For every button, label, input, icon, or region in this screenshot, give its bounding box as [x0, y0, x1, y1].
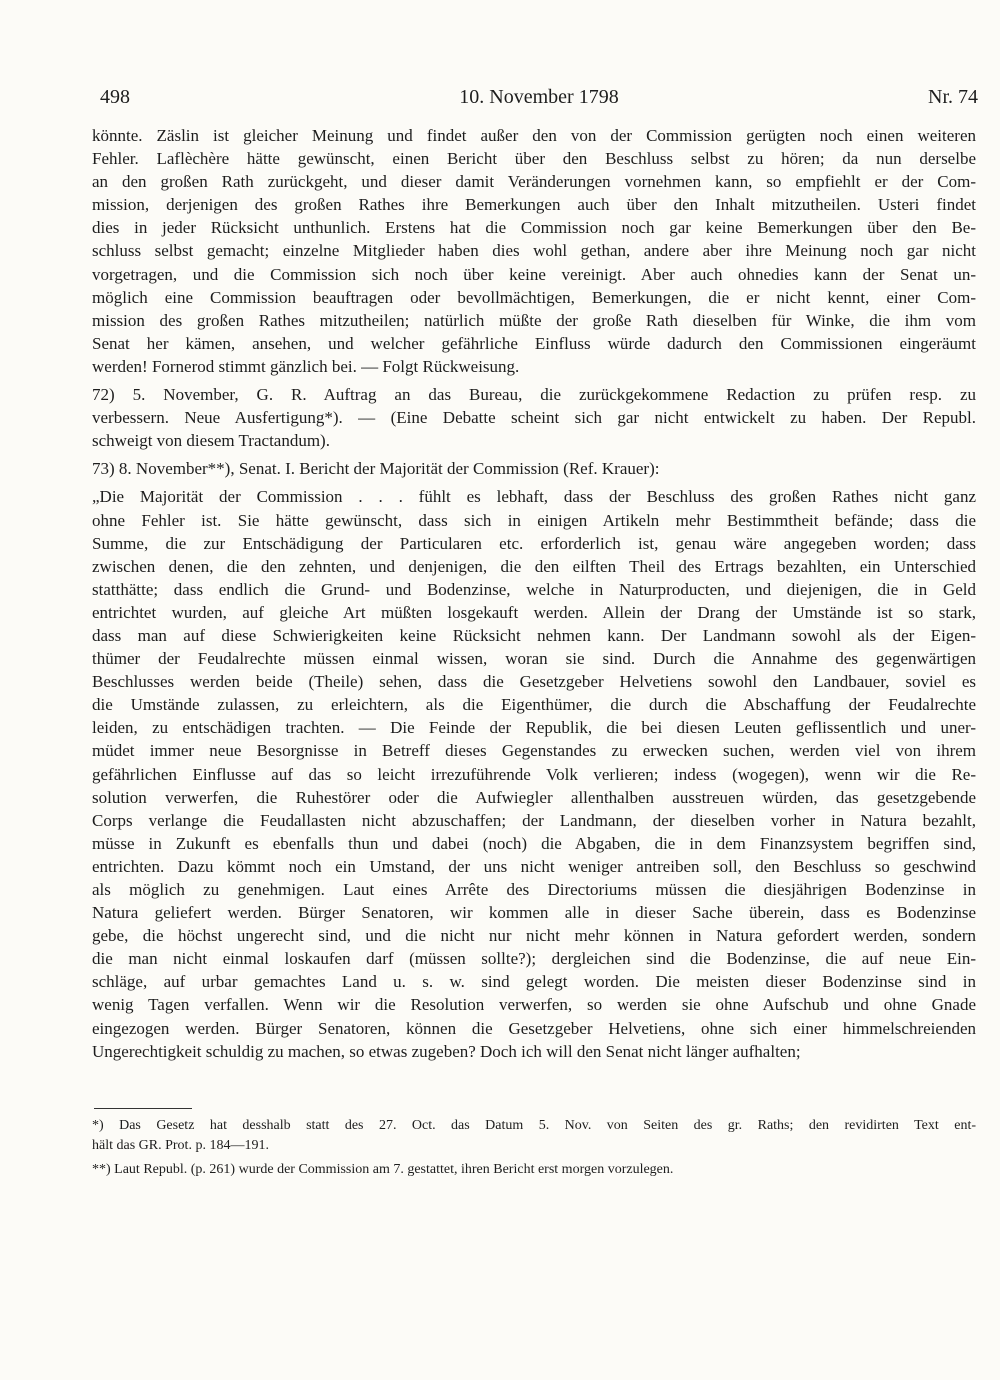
paragraph — [92, 124, 976, 378]
text-line: dass man auf diese Schwierigkeiten keine Rücksicht nehmen kann. Der Landmann sowohl als der Eigen- — [92, 625, 976, 645]
text-line: mission, derjenigen des großen Rathes ihre Bemerkungen auch über den Inhalt mitzutheilen. Usteri findet — [92, 195, 976, 215]
paragraph — [92, 485, 976, 1062]
text-line: eingezogen werden. Bürger Senatoren, können die Gesetzgeber Helvetiens, ohne sich einer himmelschreienden — [92, 1018, 976, 1038]
issue-number: Nr. 74 — [928, 86, 978, 108]
text-line: Beschlusses werden beide (Theile) sehen, dass die Gesetzgeber Helvetiens sowohl den Landbauer, soviel es — [92, 672, 976, 692]
text-line: Natura geliefert werden. Bürger Senatoren, wir kommen alle in dieser Sache überein, dass es Bodenzinse — [92, 903, 976, 923]
text-line: schluss selbst gemacht; einzelne Mitglieder haben dies wohl gethan, andere aber ihre Meinung noch gar nicht — [92, 241, 976, 261]
text-line: Corps verlange die Feudallasten nicht abzuschaffen; der Landmann, der dieselben vorher in Natura bezahlt, — [92, 810, 976, 830]
text-line: zwischen denen, die den zehnten, und denjenigen, die den eilften Theil des Ertrags bezahlten, ein Unterschied — [92, 556, 976, 576]
text-line: gefährlichen Einflusse auf das so leicht irrezuführende Volk verlieren; indess (wogegen), wenn wir die Re- — [92, 764, 976, 784]
text-line: entrichten. Dazu kömmt noch ein Umstand, der uns nicht weniger antreiben soll, den Beschluss so geschwind — [92, 856, 976, 876]
text-line: solution verwerfen, die Ruhestörer oder die Aufwiegler allenthalben ausstreuen würden, das gesetzgebende — [92, 787, 976, 807]
text-line: müdet immer neue Besorgnisse in Betreff dieses Gegenstandes zu erwecken suchen, werden viel von ihrem — [92, 741, 976, 761]
text-line: Senat her kämen, ansehen, und welcher gefährliche Einfluss würde dadurch den Commissionen eingeräumt — [92, 333, 976, 353]
text-line: Summe, die zur Entschädigung der Particularen etc. erforderlich ist, genau wäre angegeben worden; dass — [92, 533, 976, 553]
text-line: schweigt von diesem Tractandum). — [92, 431, 330, 451]
text-line: 73) 8. November**), Senat. I. Bericht der Majorität der Commission (Ref. Krauer): — [92, 459, 660, 479]
text-line: **) Laut Republ. (p. 261) wurde der Commission am 7. gestattet, ihren Bericht erst morgen vorzulegen. — [92, 1162, 674, 1177]
text-line: „Die Majorität der Commission . . . fühlt es lebhaft, dass der Beschluss des großen Rathes nicht ganz — [92, 487, 976, 507]
text-line: verbessern. Neue Ausfertigung*). — (Eine Debatte scheint sich gar nicht entwickelt zu haben. Der Republ. — [92, 408, 976, 428]
text-line: als möglich zu genehmigen. Laut eines Arrête des Directoriums müssen die diesjährigen Bodenzinse in — [92, 880, 976, 899]
text-line: schläge, auf urbar gemachtes Land u. s. w. sind gelegt worden. Die meisten dieser Bodenzinse sind in — [92, 972, 976, 992]
text-line: an den großen Rath zurückgeht, und dieser damit Veränderungen vornehmen kann, so empfiehlt er der Com- — [92, 172, 976, 192]
text-line: thümer der Feudalrechte müssen einmal wissen, woran sie sind. Durch die Annahme des gegenwärtigen — [92, 649, 976, 669]
text-line: müsse in Zukunft es ebenfalls thun und dabei (noch) die Abgaben, die in dem Finanzsystem begriffen sind, — [92, 833, 976, 853]
text-line: hält das GR. Prot. p. 184—191. — [92, 1138, 269, 1153]
running-header — [100, 86, 978, 116]
text-line: *) Das Gesetz hat desshalb statt des 27. Oct. das Datum 5. Nov. von Seiten des gr. Raths; den revidirten Text ent- — [92, 1118, 976, 1133]
text-line: vorgetragen, und die Commission sich noch über keine vereinigt. Aber auch ohnedies kann der Senat un- — [92, 264, 976, 284]
text-line: die Umstände zulassen, zu erleichtern, als die Eigenthümer, die durch die Abschaffung der Feudalrechte — [92, 695, 976, 715]
page-number: 498 — [100, 86, 130, 108]
text-line: wenig Tagen verfallen. Wenn wir die Resolution verwerfen, so werden sie ohne Aufschub und ohne Gnade — [92, 995, 976, 1015]
header-date: 10. November 1798 — [459, 86, 619, 108]
text-line: ohne Fehler ist. Sie hätte gewünscht, dass sich in einigen Artikeln mehr Bestimmtheit befände; dass die — [92, 510, 976, 530]
text-line: gebe, die höchst ungerecht sind, und die nicht nur nicht mehr können in Natura gefordert werden, sondern — [92, 926, 976, 946]
text-line: entrichtet wurden, auf gleiche Art müßten losgekauft werden. Allein der Drang der Umstände ist so stark, — [92, 602, 976, 622]
footnote-2 — [92, 1160, 976, 1180]
text-line: dies in jeder Rücksicht unthunlich. Erstens hat die Commission noch gar keine Bemerkungen über den Be- — [92, 218, 976, 238]
text-line: Fehler. Laflèchère hätte gewünscht, einen Bericht über den Beschluss selbst zu hören; da nun derselbe — [92, 149, 976, 169]
text-line: die man nicht einmal loskaufen darf (müssen sollte?); dergleichen sind die Bodenzinse, die auf neue Ein- — [92, 949, 976, 969]
main-text — [92, 124, 976, 1063]
paragraph — [92, 383, 976, 452]
paragraph — [92, 457, 976, 480]
text-line: Ungerechtigkeit schuldig zu machen, so etwas zugeben? Doch ich will den Senat nicht länger aufhalten; — [92, 1041, 801, 1061]
text-line: 72) 5. November, G. R. Auftrag an das Bureau, die zurückgekommene Redaction zu prüfen resp. zu — [92, 385, 976, 405]
text-line: möglich eine Commission beauftragen oder bevollmächtigen, Bemerkungen, die er nicht kennt, einer Com- — [92, 287, 976, 307]
text-line: könnte. Zäslin ist gleicher Meinung und findet außer den von der Commission gerügten noch einen weiteren — [92, 126, 976, 145]
text-line: mission des großen Rathes mitzutheilen; natürlich müßte der große Rath dieselben für Winke, die ihm vom — [92, 310, 976, 330]
footnote-1 — [92, 1116, 976, 1156]
text-line: werden! Fornerod stimmt gänzlich bei. — Folgt Rückweisung. — [92, 356, 520, 376]
footnote-rule — [94, 1108, 192, 1109]
text-line: statthätte; dass endlich die Grund- und Bodenzinse, welche in Naturproducten, und diejenigen, die in Geld — [92, 579, 976, 599]
text-line: leiden, zu entschädigen trachten. — Die Feinde der Republik, die bei diesen Leuten geflissentlich und uner- — [92, 718, 976, 738]
